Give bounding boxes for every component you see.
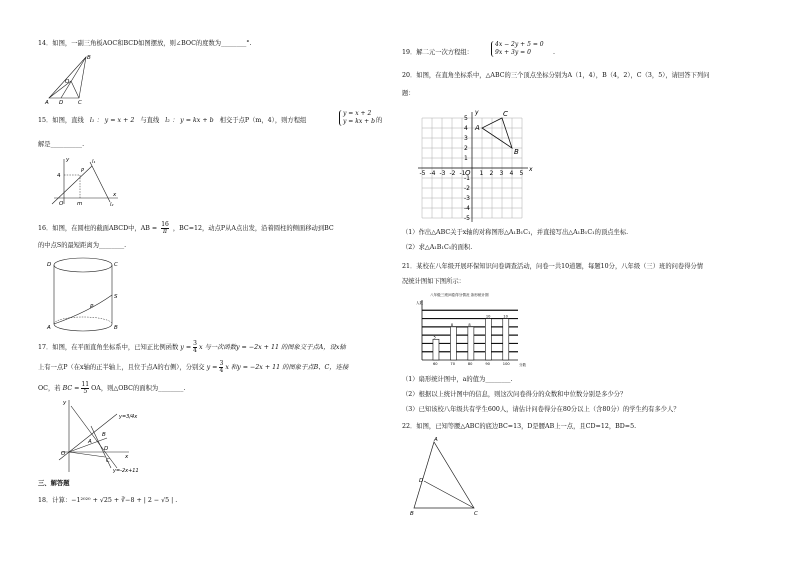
y-tick-label: -5 (464, 215, 470, 222)
y-tick-label: 5 (464, 115, 468, 122)
y-axis-label: y (475, 109, 479, 116)
q17-figure (55, 398, 155, 474)
q16-label-b: B (114, 325, 118, 331)
q15-label-p: P (81, 168, 85, 174)
q15-figure (50, 156, 120, 206)
q16-label-s: S (114, 294, 118, 300)
q20-sub2: （2）求△A₁B₁C₁的面积. (402, 244, 473, 251)
q15-line1 (38, 117, 306, 125)
q15-label-x: x (113, 192, 117, 198)
q14-label-d: D (59, 100, 64, 106)
triangle-abc (482, 118, 512, 148)
q19-system (491, 41, 544, 57)
x-tick-label: -4 (429, 170, 436, 177)
chart-bar (485, 319, 491, 360)
q16-label-a: A (47, 325, 51, 331)
q20-line1: 20．如图，在直角坐标系中，△ABC的三个顶点坐标分别为A（1，4），B（4，2），C（3，5），请回答下列问 (402, 72, 710, 79)
q17-label-y: y (63, 400, 67, 406)
q21-bar-chart (408, 290, 528, 370)
q17-line3eq: BC = (62, 385, 80, 392)
q22-label-a: A (434, 437, 438, 443)
vertex-label-b: B (514, 148, 519, 156)
x-axis-label: x (529, 166, 533, 173)
q15-label-l2: l₂ (110, 202, 114, 208)
chart-data-label: 8 (450, 322, 454, 327)
q16-frac-num: 16 (161, 221, 169, 228)
y-tick-label: -4 (464, 205, 470, 212)
y-tick-label: 1 (464, 155, 468, 162)
q22-label-b: B (410, 511, 414, 517)
y-tick-label: 2 (464, 145, 468, 152)
q14-label-o: O (65, 79, 70, 85)
y-tick-label: -3 (464, 195, 470, 202)
q20-coordinate-grid (410, 104, 540, 224)
q15-sys2: y = kx + b (343, 118, 375, 125)
q17-frac1-num: 3 (193, 340, 197, 347)
q15-label-l1: l₁ (92, 159, 96, 165)
chart-x-tick: 60 (432, 362, 438, 366)
q16-label-c: C (114, 262, 118, 268)
q19-eq2: 9x + 3y = 0 (495, 49, 531, 56)
q21-chart-title: 八年级三班问卷得分情况 条形统计图 (430, 293, 489, 297)
q15-label-m: m (77, 201, 83, 207)
chart-data-label: 10 (485, 314, 491, 319)
q22-label-d: D (419, 478, 424, 484)
q15-sys1: y = x + 2 (343, 110, 372, 117)
q21-sub1: （1）扇形统计图中，a的值为________. (402, 376, 513, 383)
q17-frac2-den: 4 (219, 367, 224, 374)
q17-eq-b: y=-2x+11 (113, 468, 139, 474)
q16-label-d: D (47, 262, 52, 268)
q14-figure (45, 53, 95, 105)
section-heading: 三、解答题 (38, 480, 70, 487)
y-tick-label: 3 (464, 135, 468, 142)
x-tick-label: -5 (419, 170, 426, 177)
q21-line2: 况统计图如下图所示： (402, 278, 465, 285)
chart-data-label: 8 (468, 322, 471, 327)
q14-text: 14．如图，一副三角板AOC和BCD如图摆放，则∠BOC的度数为________°. (38, 40, 252, 47)
x-tick-label: 1 (479, 170, 484, 177)
q17-label-d: D (104, 446, 109, 452)
q16-line1b-text: ，BC=12，动点P从A点出发，沿着圆柱的侧面移动到BC (172, 225, 334, 232)
q17-label-c: C (106, 458, 110, 464)
q17-label-b: B (102, 432, 106, 438)
q16-line1 (38, 222, 334, 235)
chart-bar (450, 327, 456, 360)
q16-cylinder-figure (44, 252, 124, 334)
x-tick-label: -3 (439, 170, 446, 177)
q17-line3b: OA，则△OBC的面积为________. (91, 385, 186, 392)
q20-line2: 题： (402, 90, 415, 97)
chart-x-tick: 70 (450, 362, 455, 366)
q19-eq1: 4x − 2y + 5 = 0 (495, 41, 544, 48)
y-tick-label: 4 (464, 125, 468, 132)
chart-x-tick: 100 (502, 362, 510, 366)
q21-sub3: （3）已知该校八年级共有学生600人，请估计问卷得分在80分以上（含80分）的学生约有多少人？ (402, 406, 680, 413)
q15-rest: 相交于点P（m，4），则方程组 (219, 117, 307, 124)
q17-frac2-num: 3 (219, 360, 224, 367)
q16-line2: 的中点S的最短距离为________. (38, 242, 127, 249)
q17-frac3-den: 5 (83, 388, 88, 395)
q15-eq2: ： y = kx + b (171, 117, 214, 124)
q14-label-b: B (87, 55, 91, 61)
q17-line3 (38, 382, 185, 395)
q17-label-x: x (125, 454, 129, 460)
origin-label: O (465, 169, 471, 177)
q17-eq-a: y=3/4x (119, 414, 138, 420)
q17-line1b: x 与一次函数y = −2x + 11 的图象交于点A，设x轴 (198, 344, 346, 351)
q16-frac-den: π (163, 228, 167, 235)
q21-sub2: （2）根据以上统计图中的信息，则这次问卷得分的众数和中位数分别是多少分？ (402, 391, 627, 398)
chart-bar (433, 339, 439, 360)
q21-chart-xunit: 分数 (519, 363, 526, 367)
chart-bar (468, 327, 474, 360)
q17-line1 (38, 341, 346, 354)
q20-sub1: （1）作出△ABC关于x轴的对称图形△A₁B₁C₁，并直接写出△A₁B₁C₁的顶点坐标. (402, 229, 629, 236)
q22-label-c: C (474, 511, 478, 517)
q18-text: 18．计算：−1²⁰²⁰ + √25 + ∛−8 + | 2 − √5 | . (38, 497, 178, 504)
x-tick-label: -1 (459, 170, 466, 177)
x-tick-label: 3 (499, 170, 504, 177)
vertex-label-c: C (503, 110, 508, 118)
q17-line3a: OC，若 (38, 385, 61, 392)
q17-line2a: 上有一点P（在x轴的正半轴上，且位于点A的右侧），分别交 (38, 364, 205, 371)
q21-line1: 21．某校在八年级开展环保知识问卷调查活动，问卷一共10道题，每题10分，八年级（三）班的问卷得分情 (402, 263, 704, 270)
q17-frac1-den: 4 (193, 347, 197, 354)
q17-line1eq: y = (180, 344, 194, 351)
x-tick-label: 2 (489, 170, 494, 177)
chart-x-tick: 80 (467, 362, 473, 366)
q15-line2: 解是__________. (38, 141, 85, 148)
q17-line1a: 17．如图，在平面直角坐标系中，已知正比例函数 (38, 344, 179, 351)
q16-label-p: P (90, 304, 94, 310)
q15-l1: l₁ (89, 117, 95, 124)
q17-line2 (38, 361, 348, 374)
y-tick-label: -2 (464, 185, 470, 192)
q15-text-a: 15．如图，直线 (38, 117, 84, 124)
q15-label-o: O (59, 201, 64, 207)
q15-label-4: 4 (57, 173, 61, 179)
q19-text: 19．解二元一次方程组： (402, 49, 473, 56)
chart-data-label: 5 (433, 335, 436, 340)
q17-label-o: O (61, 451, 66, 457)
x-tick-label: 5 (519, 170, 524, 177)
q15-l2: l₂ (165, 117, 170, 124)
vertex-label-a: A (475, 124, 480, 132)
q19-tail: . (553, 49, 556, 56)
q15-system (339, 110, 375, 126)
y-tick-label: -1 (464, 175, 470, 182)
q14-label-a: A (45, 100, 49, 106)
chart-bar (503, 319, 509, 360)
q16-line1-text: 16．如图，在圆柱的截面ABCD中，AB = (38, 225, 158, 232)
q14-label-c: C (78, 100, 82, 106)
q17-frac3-num: 11 (81, 381, 90, 388)
q17-line2eq: y = (206, 364, 218, 371)
q15-eq1: ： y = x + 2 (96, 117, 135, 124)
q21-chart-yunit: 人数 (416, 301, 423, 305)
chart-x-tick: 90 (485, 362, 490, 366)
q17-line2b: x 和y = −2x + 11 的图象于点B、C，连接 (225, 364, 349, 371)
q22-triangle-figure (410, 436, 490, 516)
x-tick-label: 4 (509, 170, 514, 177)
q22-text: 22．如图，已知等腰△ABC的底边BC=13，D是腰AB上一点，且CD=12，BD=5. (402, 423, 637, 430)
q17-label-a: A (88, 439, 92, 445)
chart-data-label: 10 (503, 314, 508, 319)
x-tick-label: -2 (449, 170, 456, 177)
q15-tail: 的 (376, 117, 383, 124)
q15-label-y: y (66, 157, 70, 163)
q15-mid: 与直线 (140, 117, 160, 124)
